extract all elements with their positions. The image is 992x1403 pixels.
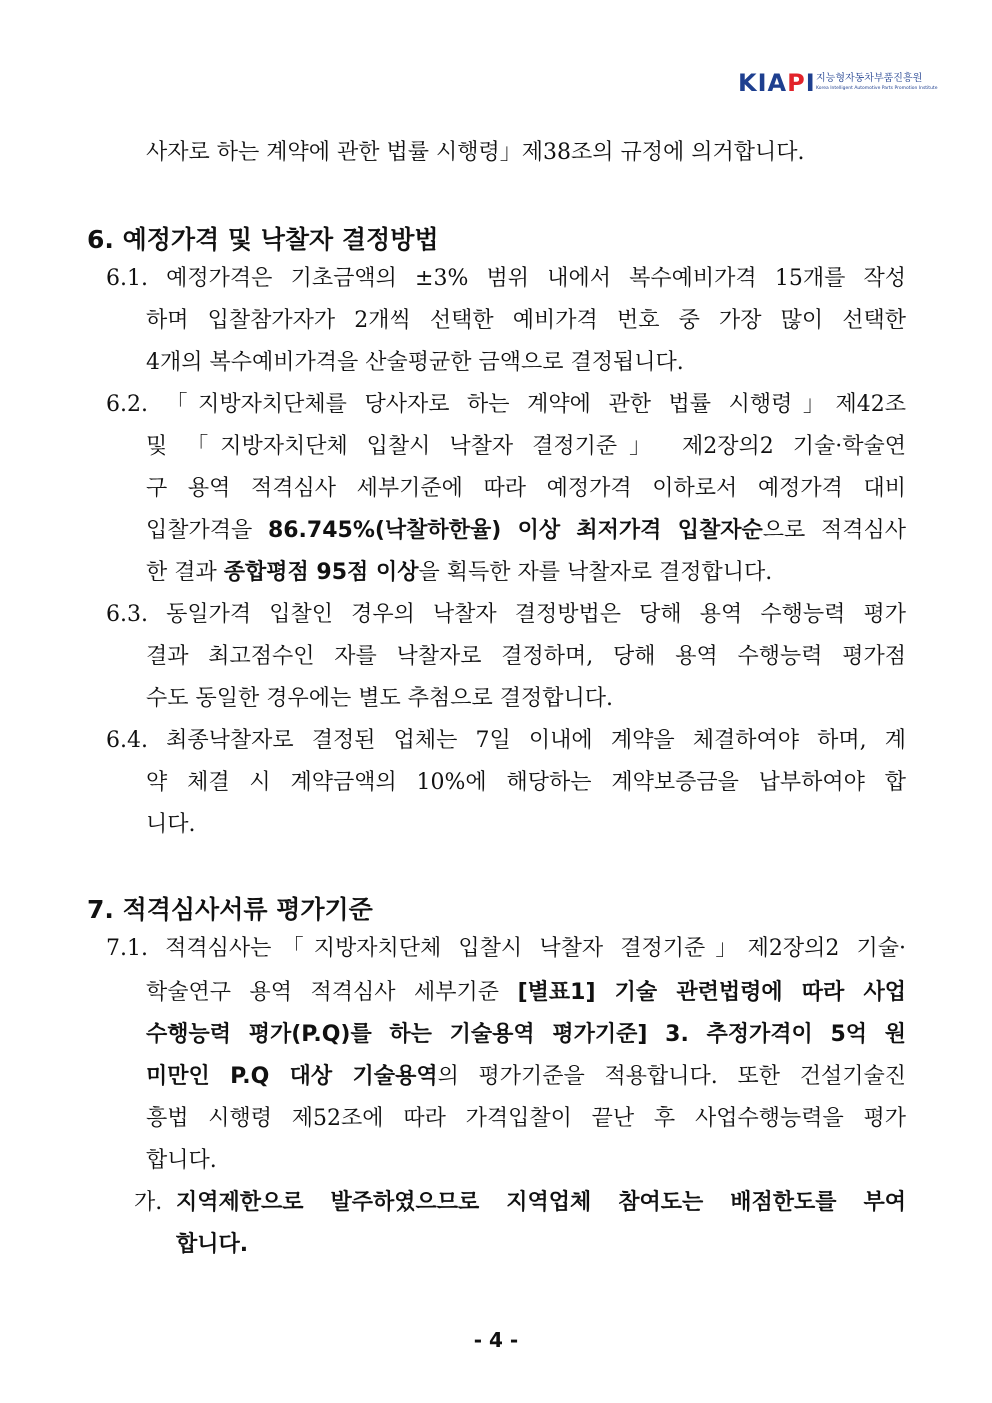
s6-p2-l5	[146, 558, 772, 588]
s7-p1-l2b: [별표1] 기술 관련법령에 따라 사업	[517, 980, 906, 1005]
org-name-kr: 지능형자동차부품진흥원	[816, 73, 923, 84]
s7-p1-l4	[146, 1062, 906, 1092]
s6-p1-l1: 6.1. 예정가격은 기초금액의 ±3% 범위 내에서 복수예비가격 15개를 작성	[106, 266, 906, 291]
s7-p1-l1: 7.1. 적격심사는「지방자치단체 입찰시 낙찰자 결정기준」제2장의2 기술·	[106, 936, 906, 961]
org-name-en: Korea Intelligent Automotive Parts Promotion Institute	[816, 86, 938, 91]
s7-p1-l5: 흥법 시행령 제52조에 따라 가격입찰이 끝난 후 사업수행능력을 평가	[146, 1106, 906, 1131]
s6-p2-l5a: 한 결과	[146, 560, 224, 585]
s6-p1-l2: 하며 입찰참가자가 2개씩 선택한 예비가격 번호 중 가장 많이 선택한	[146, 308, 906, 333]
s7-p1-l4b: 의 평가기준을 적용합니다. 또한 건설기술진	[437, 1064, 906, 1089]
s7-p1-l2	[146, 978, 906, 1008]
page-number: - 4 -	[473, 1328, 519, 1352]
s6-p2-l4a: 입찰가격을	[146, 518, 268, 543]
s6-p3-l1: 6.3. 동일가격 입찰인 경우의 낙찰자 결정방법은 당해 용역 수행능력 평가	[106, 602, 906, 627]
s6-p2-l5b: 종합평점 95점 이상	[223, 560, 419, 585]
s7-sub-l1	[176, 1188, 906, 1218]
s6-p2-l3: 구 용역 적격심사 세부기준에 따라 예정가격 이하로서 예정가격 대비	[146, 476, 906, 501]
s7-p1-l4a: 미만인 P.Q 대상 기술용역	[146, 1064, 438, 1089]
s7-sub-l2-bold: 합니다.	[176, 1232, 249, 1257]
s6-p2-l4	[146, 516, 906, 546]
s6-p2-l1: 6.2. 「지방자치단체를 당사자로 하는 계약에 관한 법률 시행령」제42조	[106, 392, 906, 417]
s7-sub-l1-bold: 지역제한으로 발주하였으므로 지역업체 참여도는 배점한도를 부여	[176, 1190, 906, 1215]
s7-p1-l6: 합니다.	[146, 1148, 217, 1173]
s6-p2-l4b: 86.745%(낙찰하한율) 이상 최저가격 입찰자순	[267, 518, 763, 543]
s7-p1-l3-bold: 수행능력 평가(P.Q)를 하는 기술용역 평가기준] 3. 추정가격이 5억 원	[146, 1022, 906, 1047]
logo-subtitle	[816, 73, 946, 93]
s6-p3-l3: 수도 동일한 경우에는 별도 추첨으로 결정합니다.	[146, 686, 614, 711]
s7-sub-marker: 가.	[134, 1190, 163, 1215]
s7-p1-l3	[146, 1020, 906, 1050]
section-7-title: 7. 적격심사서류 평가기준	[87, 895, 373, 924]
s6-p4-l2: 약 체결 시 계약금액의 10%에 해당하는 계약보증금을 납부하여야 합	[146, 770, 906, 795]
s7-p1-l2a: 학술연구 용역 적격심사 세부기준	[146, 980, 518, 1005]
s6-p2-l2: 및 「지방자치단체 입찰시 낙찰자 결정기준」 제2장의2 기술·학술연	[146, 434, 906, 459]
s6-p2-l5c: 을 획득한 자를 낙찰자로 결정합니다.	[418, 560, 773, 585]
s6-p4-l3: 니다.	[146, 812, 196, 837]
logo-wordmark: KIAPI	[738, 69, 816, 97]
s7-sub-l2	[176, 1230, 248, 1260]
s6-p2-l4c: 으로 적격심사	[762, 518, 906, 543]
intro-line: 사자로 하는 계약에 관한 법률 시행령」제38조의 규정에 의거합니다.	[146, 140, 805, 165]
s6-p1-l3: 4개의 복수예비가격을 산술평균한 금액으로 결정됩니다.	[146, 350, 684, 375]
kiapi-logo	[738, 70, 938, 96]
s6-p3-l2: 결과 최고점수인 자를 낙찰자로 결정하며, 당해 용역 수행능력 평가점	[146, 644, 906, 669]
s6-p4-l1: 6.4. 최종낙찰자로 결정된 업체는 7일 이내에 계약을 체결하여야 하며, 계	[106, 728, 906, 753]
section-6-title: 6. 예정가격 및 낙찰자 결정방법	[87, 225, 439, 254]
